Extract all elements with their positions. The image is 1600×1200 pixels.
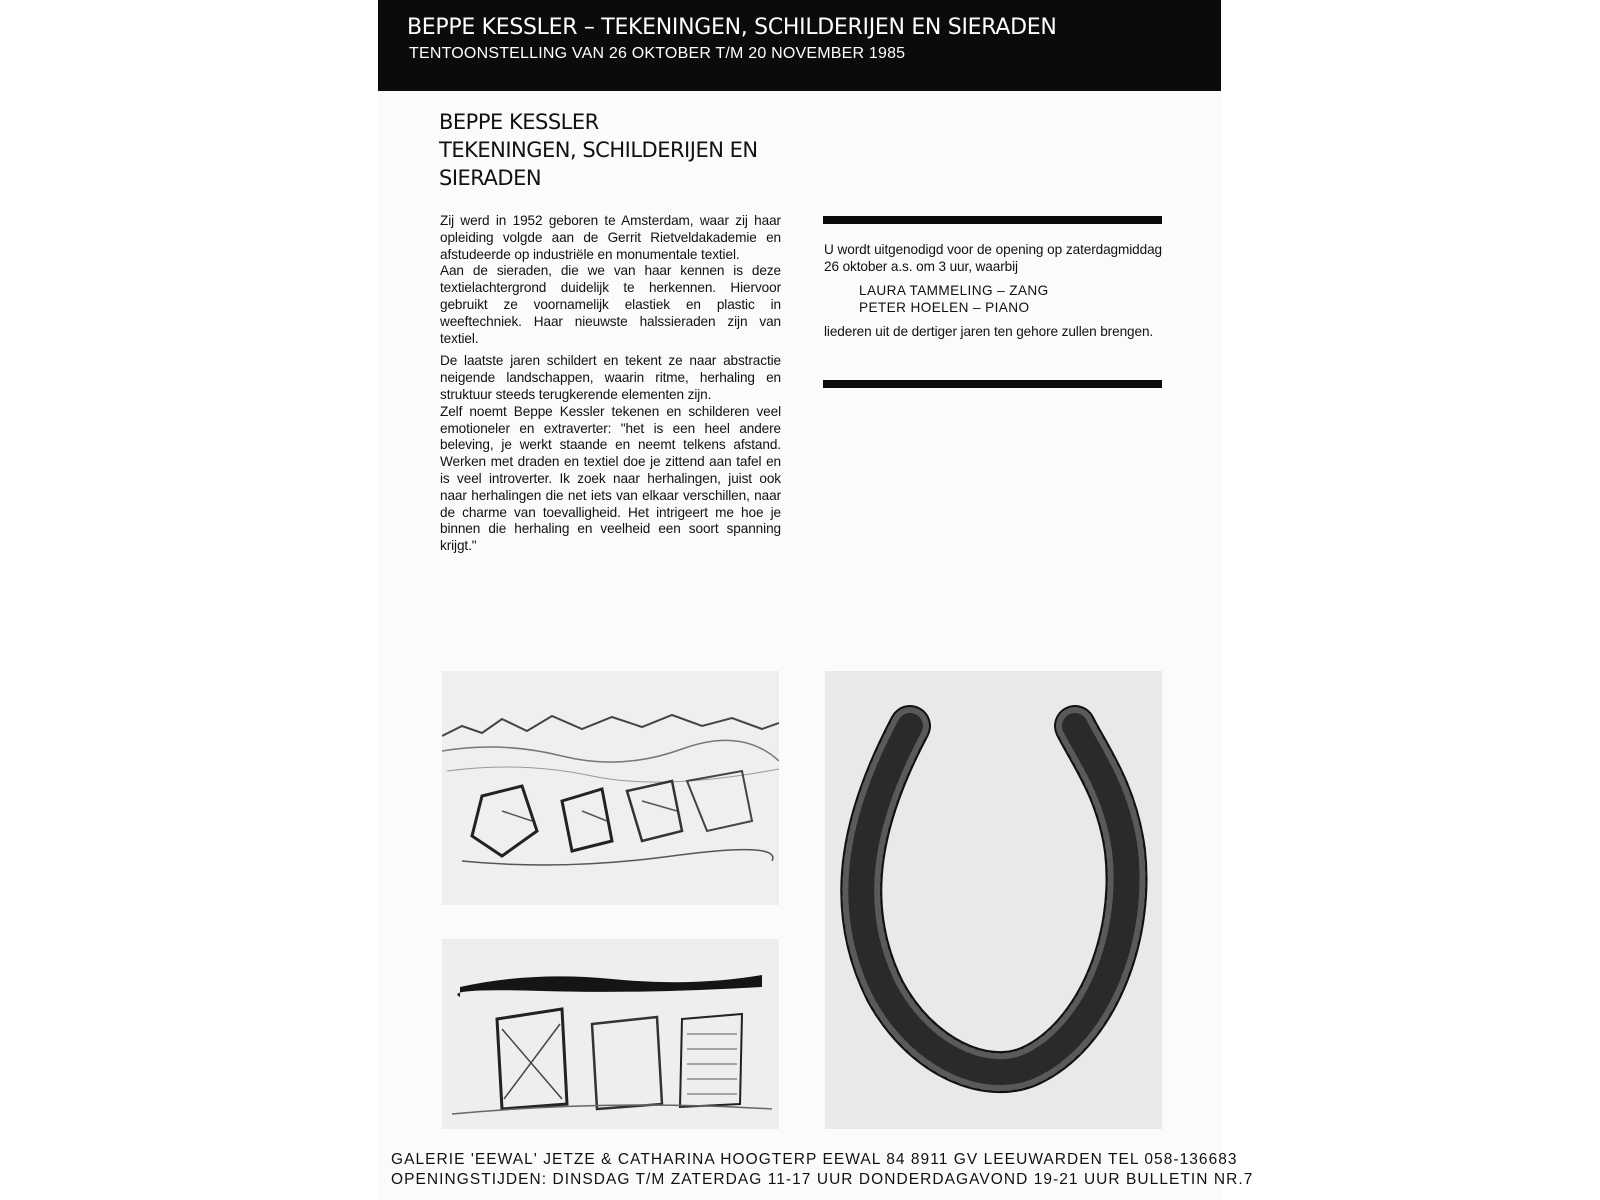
heading-line-3: SIERADEN: [439, 166, 542, 190]
article-paragraph-1: Zij werd in 1952 geboren te Amsterdam, waar zij haar opleiding volgde aan de Gerrit Rietveldakademie en afstudeerde op industriële en monumentale textiel.: [440, 213, 781, 262]
footer-opening-hours: OPENINGSTIJDEN: DINSDAG T/M ZATERDAG 11-17 UUR DONDERDAGAVOND 19-21 UUR BULLETIN NR.7: [391, 1171, 1254, 1188]
performer-2: PETER HOELEN – PIANO: [859, 299, 1030, 315]
performer-1: LAURA TAMMELING – ZANG: [859, 282, 1049, 298]
landscape-drawing-1: [442, 671, 779, 905]
header-banner: [378, 0, 1221, 91]
heading-line-1: BEPPE KESSLER: [439, 110, 599, 134]
performers-list: [859, 282, 1162, 316]
bottom-rule: [823, 380, 1162, 388]
article-paragraph-3: De laatste jaren schildert en tekent ze naar abstractie neigende landschappen, waarin ritme, herhaling en struktuur steeds terugkerende elementen zijn.: [440, 353, 781, 402]
landscape-drawing-2: [442, 939, 779, 1129]
article-heading: [439, 108, 779, 192]
poster-page: [378, 0, 1254, 1200]
necklace-photo: [825, 671, 1162, 1129]
top-rule: [823, 216, 1162, 224]
invitation-text: [824, 242, 1162, 346]
banner-title: BEPPE KESSLER – TEKENINGEN, SCHILDERIJEN EN SIERADEN: [407, 15, 1057, 40]
footer-address: GALERIE 'EEWAL' JETZE & CATHARINA HOOGTERP EEWAL 84 8911 GV LEEUWARDEN TEL 058-136683: [391, 1151, 1238, 1168]
article-body: [440, 213, 781, 555]
invitation-intro: U wordt uitgenodigd voor de opening op zaterdagmiddag 26 oktober a.s. om 3 uur, waarbij: [824, 242, 1162, 274]
article-paragraph-4: Zelf noemt Beppe Kessler tekenen en schilderen veel emotioneler en extraverter: "het is een heel andere beleving, je werkt staande en neemt telkens afstand. Werken met draden en textiel doe je zittend aan tafel en is veel introverter. Ik zoek naar herhalingen, juist ook naar herhalingen die net iets van elkaar verschillen, naar de charme van toevalligheid. Het intrigeert me hoe je binnen die herhaling en veelheid een soort spanning krijgt.": [440, 403, 781, 554]
banner-subtitle: TENTOONSTELLING VAN 26 OKTOBER T/M 20 NOVEMBER 1985: [409, 45, 906, 62]
heading-line-2: TEKENINGEN, SCHILDERIJEN EN: [439, 138, 758, 162]
article-paragraph-2: Aan de sieraden, die we van haar kennen is deze textielachtergrond duidelijk te herkennen. Hiervoor gebruikt ze voornamelijk elastiek en plastic in weeftechniek. Haar nieuwste halssieraden zijn van textiel.: [440, 263, 781, 346]
invitation-closing: liederen uit de dertiger jaren ten gehore zullen brengen.: [824, 323, 1154, 339]
